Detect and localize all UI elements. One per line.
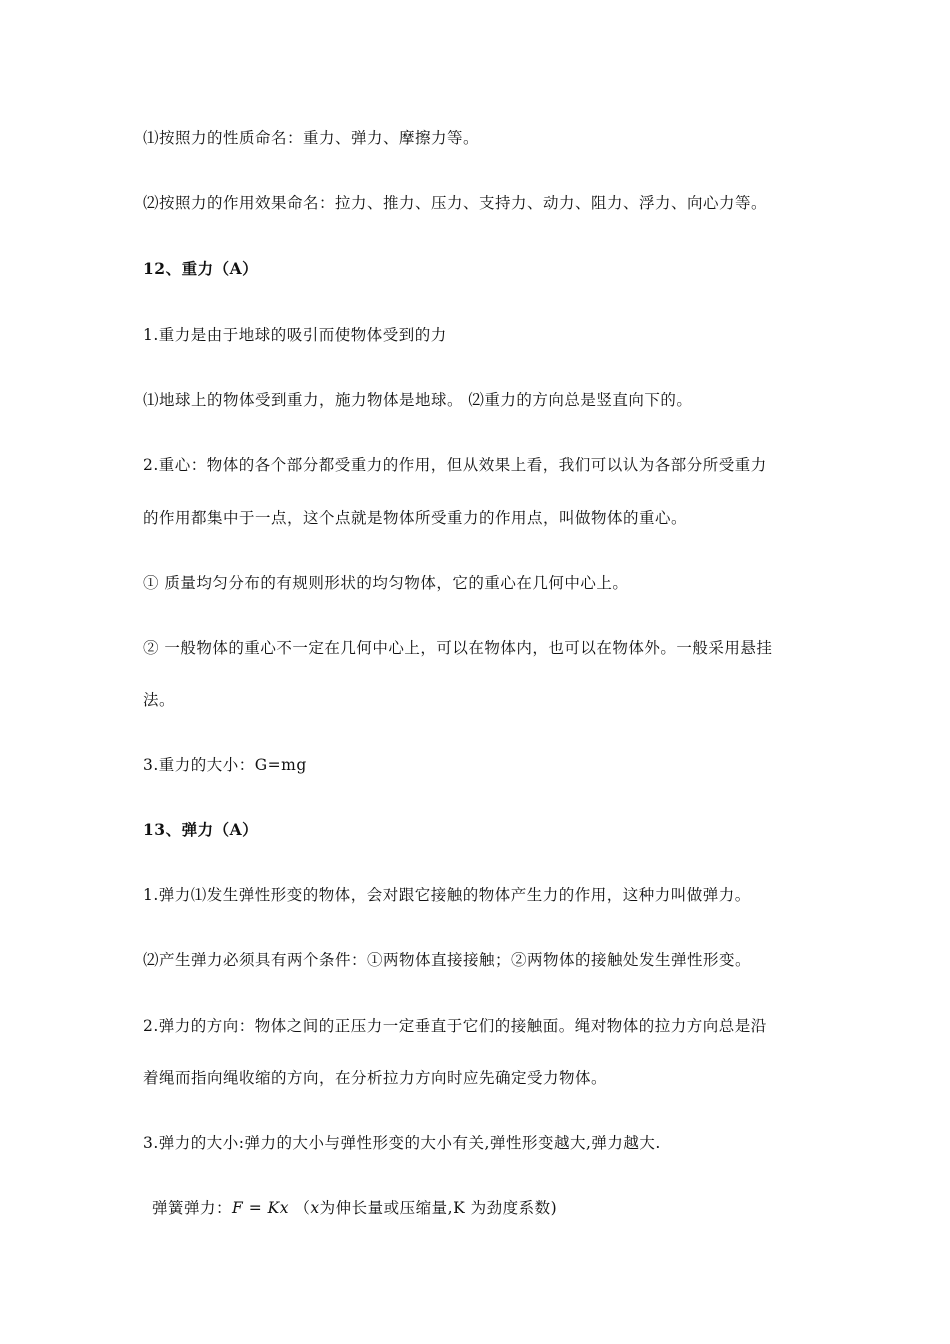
text-line-center-of-gravity-2: 的作用都集中于一点，这个点就是物体所受重力的作用点，叫做物体的重心。	[143, 509, 688, 527]
text-line-elastic-definition: 1.弹力⑴发生弹性形变的物体，会对跟它接触的物体产生力的作用，这种力叫做弹力。	[143, 886, 751, 904]
text-line-force-nature: ⑴按照力的性质命名：重力、弹力、摩擦力等。	[143, 129, 480, 147]
text-line-gravity-definition: 1.重力是由于地球的吸引而使物体受到的力	[143, 326, 447, 344]
text-line-elastic-direction-2: 着绳而指向绳收缩的方向，在分析拉力方向时应先确定受力物体。	[143, 1069, 608, 1087]
text-line-elastic-magnitude: 3.弹力的大小:弹力的大小与弹性形变的大小有关,弹性形变越大,弹力越大.	[143, 1134, 661, 1152]
formula-kx: Kx	[267, 1199, 289, 1217]
spring-label: 弹簧弹力：	[152, 1199, 233, 1217]
text-line-uniform-object: ① 质量均匀分布的有规则形状的均匀物体，它的重心在几何中心上。	[143, 574, 629, 592]
formula-equals: =	[243, 1199, 268, 1217]
text-line-center-of-gravity-1: 2.重心：物体的各个部分都受重力的作用，但从效果上看，我们可以认为各部分所受重力	[143, 456, 767, 474]
text-line-force-effect: ⑵按照力的作用效果命名：拉力、推力、压力、支持力、动力、阻力、浮力、向心力等。	[143, 194, 768, 212]
section-heading-gravity: 12、重力（A）	[143, 259, 259, 278]
formula-paren: （	[288, 1199, 311, 1217]
formula-description: 为伸长量或压缩量,K 为劲度系数)	[319, 1199, 558, 1217]
formula-x: x	[310, 1199, 320, 1217]
spring-force-formula	[152, 1198, 832, 1218]
text-line-general-object-2: 法。	[143, 691, 176, 709]
formula-f: F	[232, 1199, 244, 1217]
text-line-gravity-source-direction: ⑴地球上的物体受到重力，施力物体是地球。 ⑵重力的方向总是竖直向下的。	[143, 391, 693, 409]
section-heading-elastic-force: 13、弹力（A）	[143, 820, 259, 839]
text-line-elastic-direction-1: 2.弹力的方向：物体之间的正压力一定垂直于它们的接触面。绳对物体的拉力方向总是沿	[143, 1017, 767, 1035]
text-line-general-object-1: ② 一般物体的重心不一定在几何中心上，可以在物体内，也可以在物体外。一般采用悬挂	[143, 639, 773, 657]
text-line-elastic-conditions: ⑵产生弹力必须具有两个条件：①两物体直接接触；②两物体的接触处发生弹性形变。	[143, 951, 752, 969]
text-line-gravity-magnitude: 3.重力的大小：G=mg	[143, 756, 307, 774]
